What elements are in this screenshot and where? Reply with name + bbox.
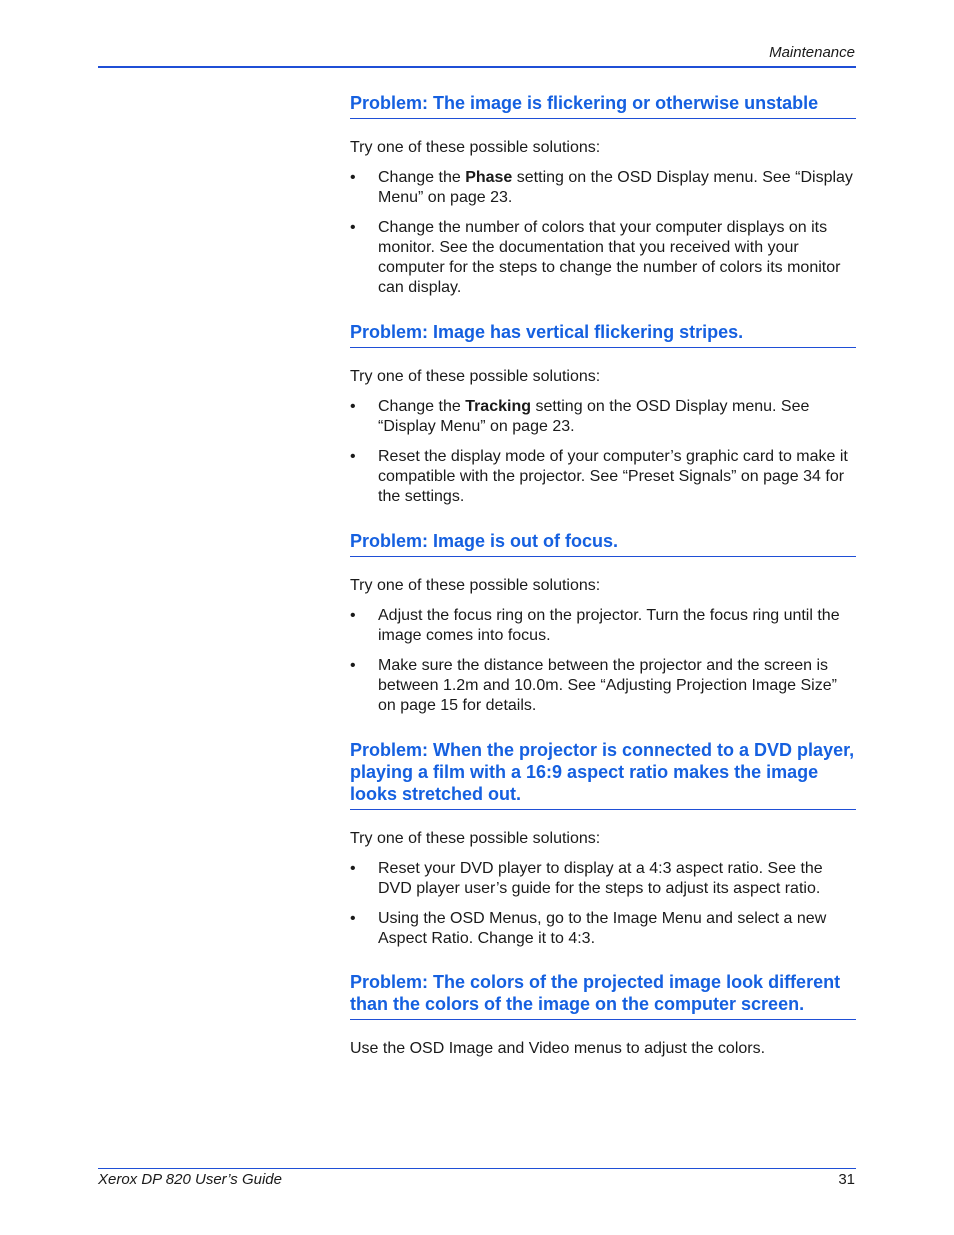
list-item: • Adjust the focus ring on the projector. Turn the focus ring until the image comes into focus.: [350, 607, 840, 644]
section-intro: Try one of these possible solutions:: [350, 139, 601, 156]
solution-list: [350, 397, 856, 507]
bullet-icon: •: [350, 448, 356, 465]
section-intro: Try one of these possible solutions:: [350, 368, 601, 385]
section-heading: Problem: The image is flickering or otherwise unstable: [350, 92, 856, 119]
section-colors: [350, 971, 856, 1059]
section-intro: Try one of these possible solutions:: [350, 577, 601, 594]
list-item: • Change the Tracking setting on the OSD Display menu. See “Display Menu” on page 23.: [350, 398, 810, 435]
bullet-icon: •: [350, 860, 356, 877]
section-flickering: [350, 92, 856, 298]
section-dvd-aspect: [350, 739, 856, 949]
page-number: 31: [838, 1171, 855, 1188]
list-item: • Change the number of colors that your computer displays on its monitor. See the documentation that you received with your computer for the steps to change the number of colors its monitor can display.: [350, 219, 841, 296]
bullet-icon: •: [350, 169, 356, 186]
section-vertical-stripes: [350, 321, 856, 507]
footer-guide-title: Xerox DP 820 User’s Guide: [98, 1171, 282, 1188]
section-intro: Try one of these possible solutions:: [350, 830, 601, 847]
section-heading: Problem: When the projector is connected to a DVD player, playing a film with a 16:9 aspect ratio makes the image looks stretched out.: [350, 739, 856, 810]
bullet-icon: •: [350, 398, 356, 415]
list-item: • Reset the display mode of your computer’s graphic card to make it compatible with the projector. See “Preset Signals” on page 34 for the settings.: [350, 448, 848, 505]
section-heading: Problem: Image is out of focus.: [350, 530, 856, 557]
section-heading: Problem: Image has vertical flickering stripes.: [350, 321, 856, 348]
list-item: • Using the OSD Menus, go to the Image Menu and select a new Aspect Ratio. Change it to 4:3.: [350, 910, 827, 947]
header-rule: [98, 66, 856, 68]
footer-rule: [98, 1168, 856, 1169]
section-out-of-focus: [350, 530, 856, 716]
running-header: Maintenance: [769, 44, 855, 61]
bullet-icon: •: [350, 219, 356, 236]
bullet-icon: •: [350, 657, 356, 674]
list-item: • Make sure the distance between the projector and the screen is between 1.2m and 10.0m. See “Adjusting Projection Image Size” on page 15 for details.: [350, 657, 837, 714]
list-item: • Change the Phase setting on the OSD Display menu. See “Display Menu” on page 23.: [350, 169, 853, 206]
solution-list: [350, 606, 856, 716]
bullet-icon: •: [350, 607, 356, 624]
bullet-icon: •: [350, 910, 356, 927]
solution-list: [350, 859, 856, 949]
solution-list: [350, 168, 856, 298]
list-item: • Reset your DVD player to display at a 4:3 aspect ratio. See the DVD player user’s guide for the steps to adjust its aspect ratio.: [350, 860, 823, 897]
section-heading: Problem: The colors of the projected image look different than the colors of the image on the computer screen.: [350, 971, 856, 1020]
section-intro: Use the OSD Image and Video menus to adjust the colors.: [350, 1040, 766, 1057]
